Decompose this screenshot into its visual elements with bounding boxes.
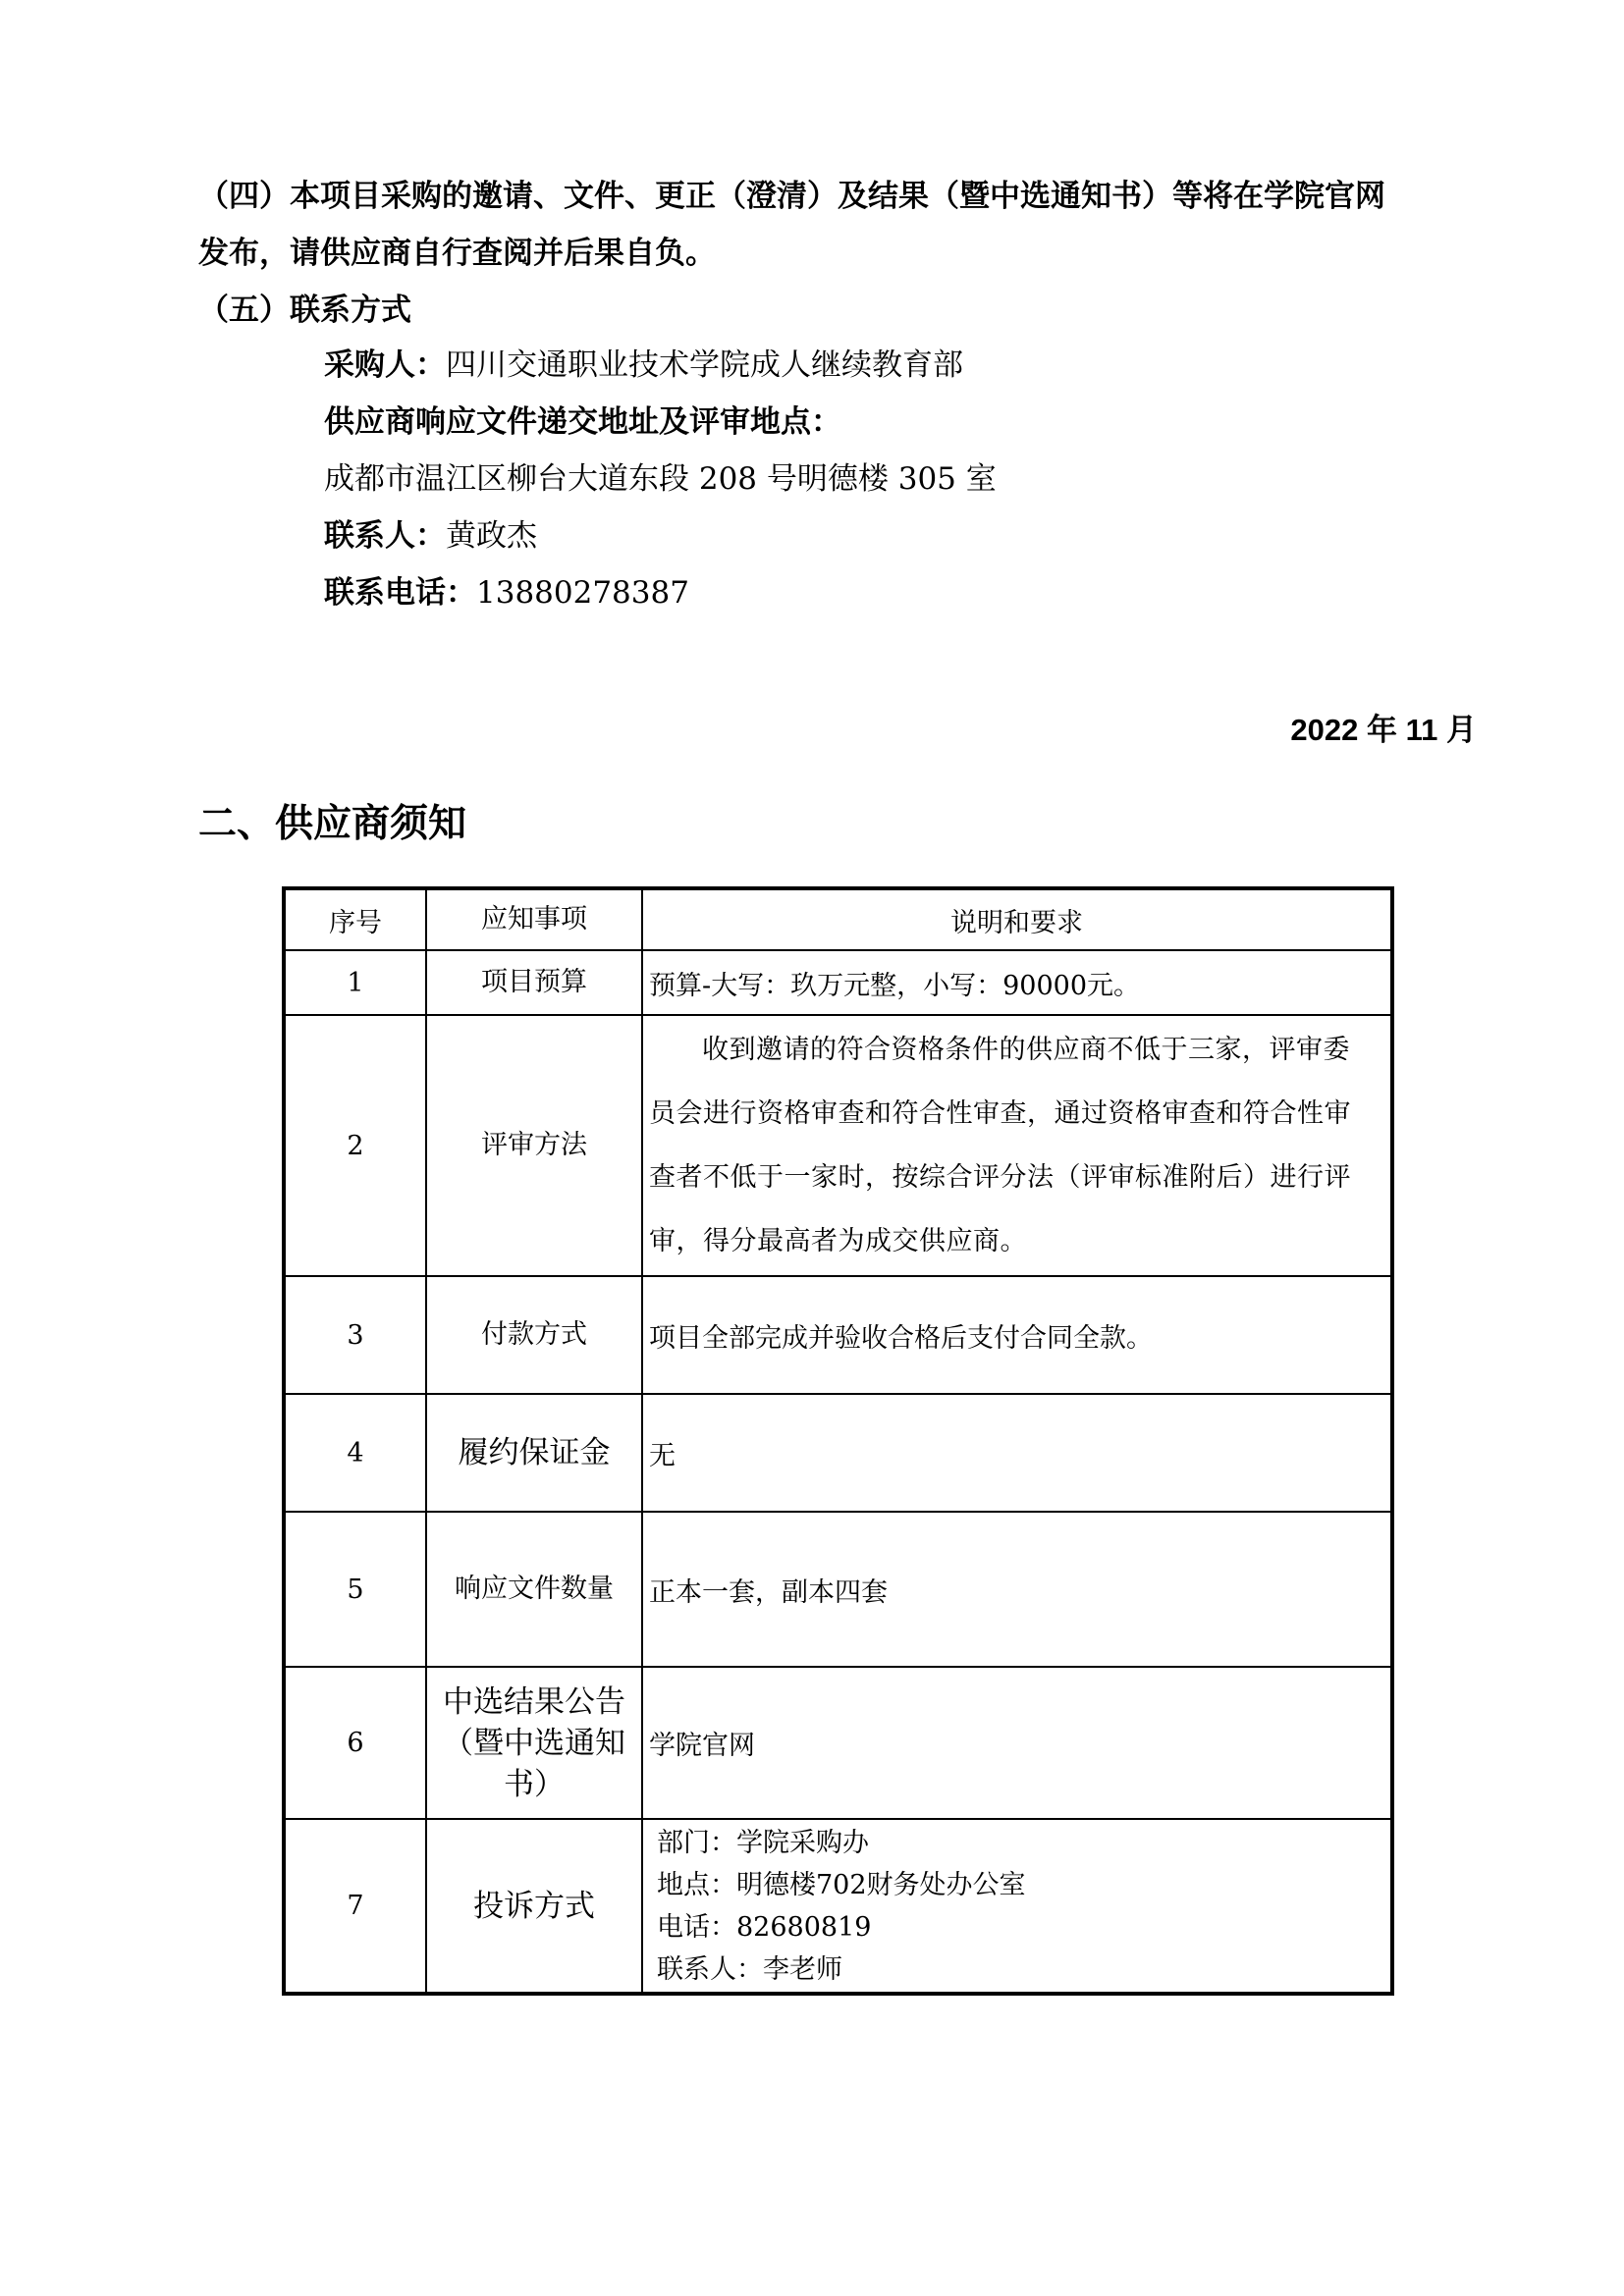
address-value-row <box>324 451 997 507</box>
table-row <box>284 1667 1392 1819</box>
row-no: 2 <box>284 1015 426 1276</box>
document-date: 2022 年 11 月 <box>1290 713 1477 747</box>
table-row <box>284 1819 1392 1994</box>
row-desc: 收到邀请的符合资格条件的供应商不低于三家，评审委员会进行资格审查和符合性审查，通过资格审查和符合性审查者不低于一家时，按综合评分法（评审标准附后）进行评审，得分最高者为成交供应商。 <box>642 1015 1392 1276</box>
table-header-row <box>284 888 1392 950</box>
row-no: 1 <box>284 950 426 1015</box>
row-item: 响应文件数量 <box>426 1512 642 1667</box>
row-desc: 正本一套，副本四套 <box>642 1512 1392 1667</box>
purchaser-row <box>324 337 963 394</box>
address-value: 成都市温江区柳台大道东段 208 号明德楼 305 室 <box>324 461 997 497</box>
row-desc: 无 <box>642 1394 1392 1512</box>
contact-phone-row <box>324 564 689 621</box>
complaint-department: 部门：学院采购办 <box>657 1827 869 1858</box>
purchaser-value: 四川交通职业技术学院成人继续教育部 <box>446 347 963 383</box>
row-item: 投诉方式 <box>426 1819 642 1994</box>
row-no: 6 <box>284 1667 426 1819</box>
row-item: 项目预算 <box>426 950 642 1015</box>
intro-paragraph-line2: 发布，请供应商自行查阅并后果自负。 <box>198 236 716 271</box>
header-no: 序号 <box>284 888 426 950</box>
section-title: 二、供应商须知 <box>198 802 467 846</box>
row-desc: 项目全部完成并验收合格后支付合同全款。 <box>642 1276 1392 1394</box>
purchaser-label: 采购人： <box>324 347 446 383</box>
contact-person-value: 黄政杰 <box>446 518 537 554</box>
contact-phone-label: 联系电话： <box>324 575 476 611</box>
contact-person-row <box>324 507 537 564</box>
row-item: 中选结果公告（暨中选通知书） <box>426 1667 642 1819</box>
complaint-location: 地点：明德楼702财务处办公室 <box>657 1869 1026 1900</box>
row-item: 评审方法 <box>426 1015 642 1276</box>
row-no: 7 <box>284 1819 426 1994</box>
row-no: 3 <box>284 1276 426 1394</box>
supplier-notice-table <box>282 886 1394 1996</box>
table-row <box>284 1015 1392 1276</box>
table-row <box>284 950 1392 1015</box>
header-desc: 说明和要求 <box>642 888 1392 950</box>
address-label-row <box>324 394 841 451</box>
row-item: 付款方式 <box>426 1276 642 1394</box>
row-desc: 预算-大写：玖万元整，小写：90000元。 <box>642 950 1392 1015</box>
row-no: 4 <box>284 1394 426 1512</box>
contact-heading: （五）联系方式 <box>198 293 411 328</box>
complaint-phone: 电话：82680819 <box>657 1911 872 1943</box>
table-row <box>284 1276 1392 1394</box>
complaint-contact: 联系人：李老师 <box>657 1953 842 1985</box>
row-desc <box>642 1819 1392 1994</box>
contact-person-label: 联系人： <box>324 518 446 554</box>
row-no: 5 <box>284 1512 426 1667</box>
contact-phone-value: 13880278387 <box>476 575 689 611</box>
header-item: 应知事项 <box>426 888 642 950</box>
table-row <box>284 1394 1392 1512</box>
table-row <box>284 1512 1392 1667</box>
row-item: 履约保证金 <box>426 1394 642 1512</box>
address-label: 供应商响应文件递交地址及评审地点： <box>324 404 841 440</box>
intro-paragraph-line1: （四）本项目采购的邀请、文件、更正（澄清）及结果（暨中选通知书）等将在学院官网 <box>198 179 1385 214</box>
row-desc: 学院官网 <box>642 1667 1392 1819</box>
